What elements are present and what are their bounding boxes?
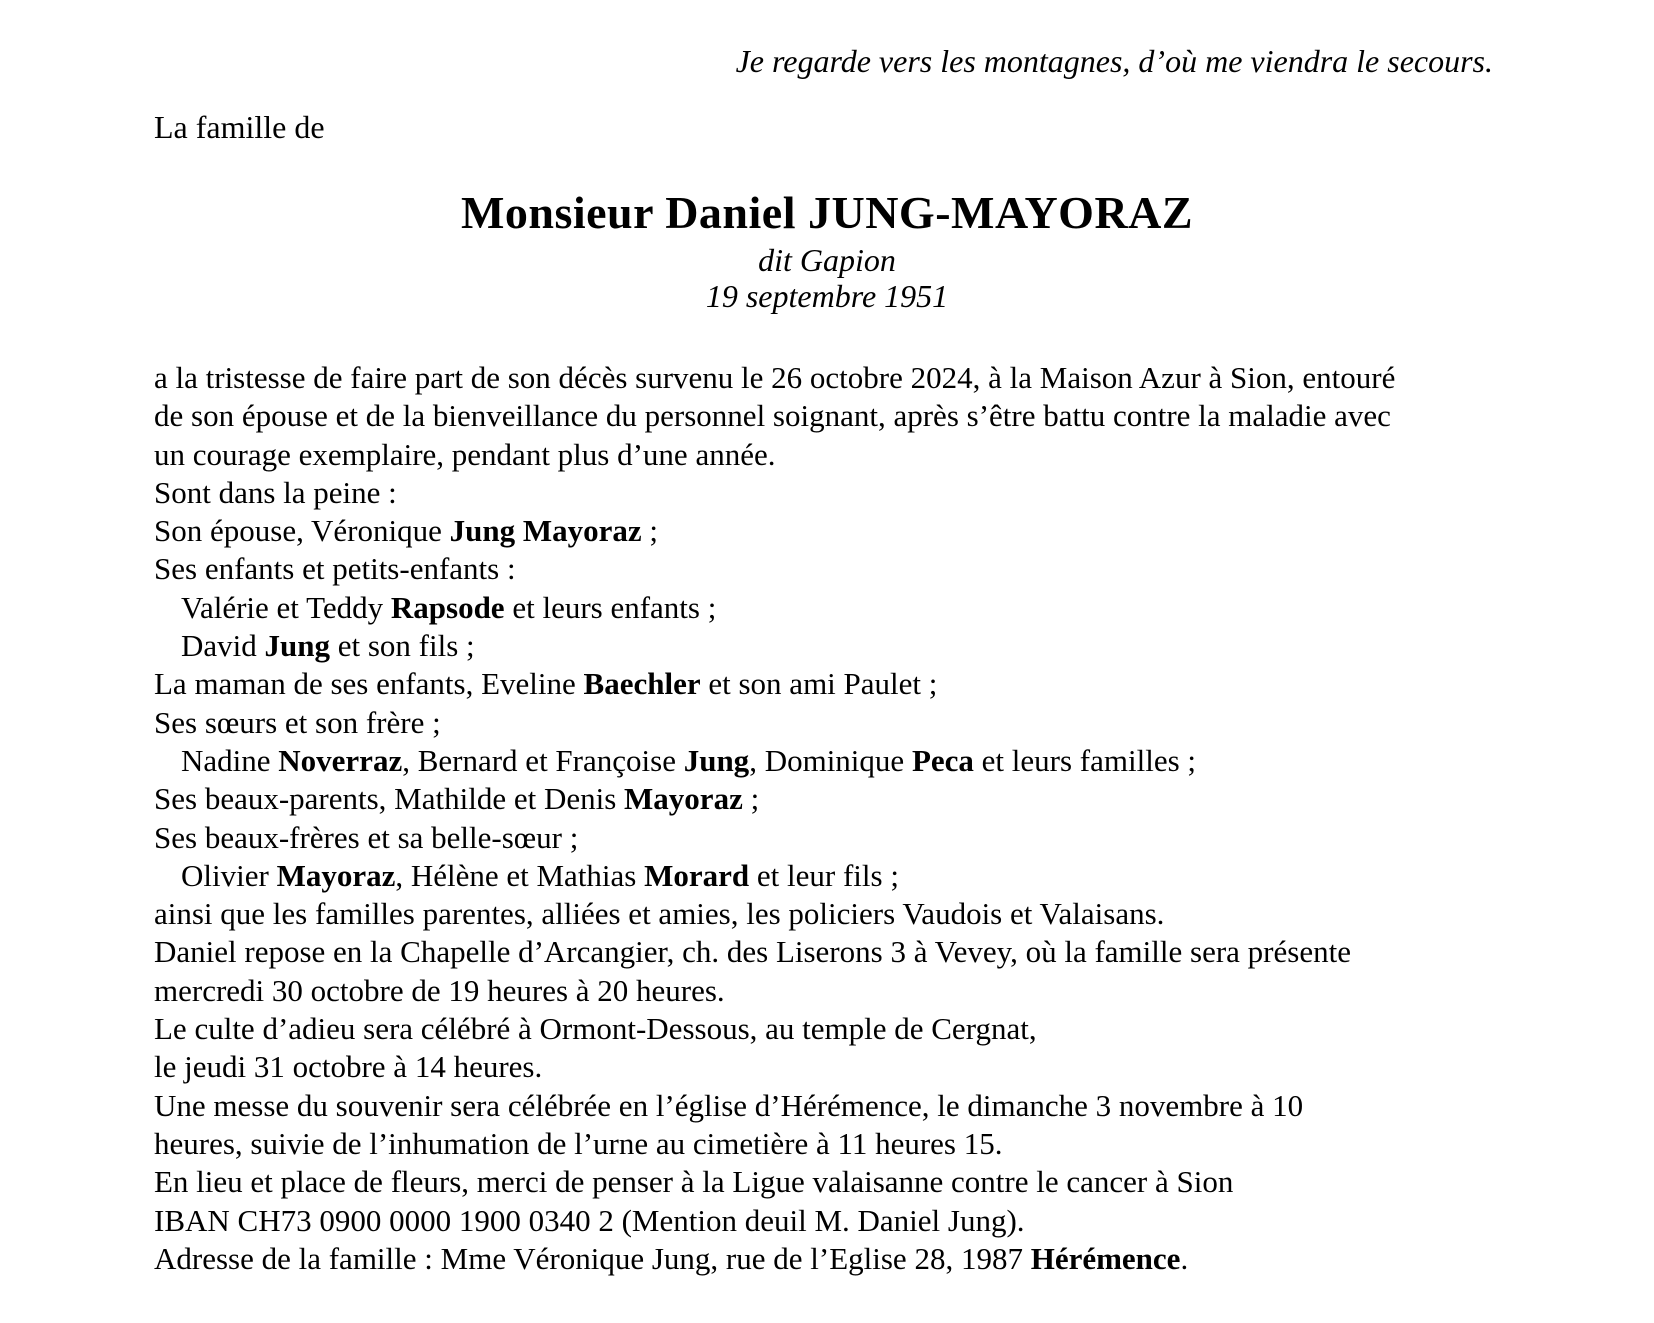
body-line: Olivier Mayoraz, Hélène et Mathias Morard et leur fils ; xyxy=(181,857,899,893)
body-line: David Jung et son fils ; xyxy=(181,628,475,664)
body-line: Ses enfants et petits-enfants : xyxy=(154,551,516,587)
body-line: le jeudi 31 octobre à 14 heures. xyxy=(154,1049,543,1085)
body-line: ainsi que les familles parentes, alliées et amies, les policiers Vaudois et Valaisans. xyxy=(154,896,1165,932)
family-intro: La famille de xyxy=(154,109,325,145)
body-line: de son épouse et de la bienveillance du personnel soignant, après s’être battu contre la maladie avec xyxy=(154,398,1391,434)
deceased-birth-date: 19 septembre 1951 xyxy=(705,278,949,314)
body-line: Le culte d’adieu sera célébré à Ormont-Dessous, au temple de Cergnat, xyxy=(154,1011,1037,1047)
body-line: Ses sœurs et son frère ; xyxy=(154,704,441,740)
body-line: Ses beaux-frères et sa belle-sœur ; xyxy=(154,819,579,855)
scripture-quote: Je regarde vers les montagnes, d’où me viendra le secours. xyxy=(735,43,1493,79)
body-line: Nadine Noverraz, Bernard et Françoise Jung, Dominique Peca et leurs familles ; xyxy=(181,742,1197,778)
body-line: Valérie et Teddy Rapsode et leurs enfants ; xyxy=(181,589,717,625)
body-line: La maman de ses enfants, Eveline Baechler et son ami Paulet ; xyxy=(154,666,938,702)
body-line: un courage exemplaire, pendant plus d’une année. xyxy=(154,436,776,472)
body-line: heures, suivie de l’inhumation de l’urne au cimetière à 11 heures 15. xyxy=(154,1125,1003,1161)
body-line: Une messe du souvenir sera célébrée en l’église d’Hérémence, le dimanche 3 novembre à 10 xyxy=(154,1087,1304,1123)
body-line: Ses beaux-parents, Mathilde et Denis Mayoraz ; xyxy=(154,781,760,817)
body-line: Adresse de la famille : Mme Véronique Jung, rue de l’Eglise 28, 1987 Hérémence. xyxy=(154,1240,1189,1276)
deceased-name: Monsieur Daniel JUNG-MAYORAZ xyxy=(460,187,1194,238)
body-line: mercredi 30 octobre de 19 heures à 20 heures. xyxy=(154,972,725,1008)
body-line: Sont dans la peine : xyxy=(154,474,397,510)
body-line: Son épouse, Véronique Jung Mayoraz ; xyxy=(154,513,658,549)
obituary-body xyxy=(154,359,1524,1278)
body-line: a la tristesse de faire part de son décès survenu le 26 octobre 2024, à la Maison Azur à Sion, entouré xyxy=(154,360,1396,395)
body-line: En lieu et place de fleurs, merci de penser à la Ligue valaisanne contre le cancer à Sion xyxy=(154,1164,1234,1200)
body-line: Daniel repose en la Chapelle d’Arcangier, ch. des Liserons 3 à Vevey, où la famille sera présente xyxy=(154,934,1351,970)
body-line: IBAN CH73 0900 0000 1900 0340 2 (Mention deuil M. Daniel Jung). xyxy=(154,1202,1025,1238)
deceased-nickname: dit Gapion xyxy=(758,242,896,278)
